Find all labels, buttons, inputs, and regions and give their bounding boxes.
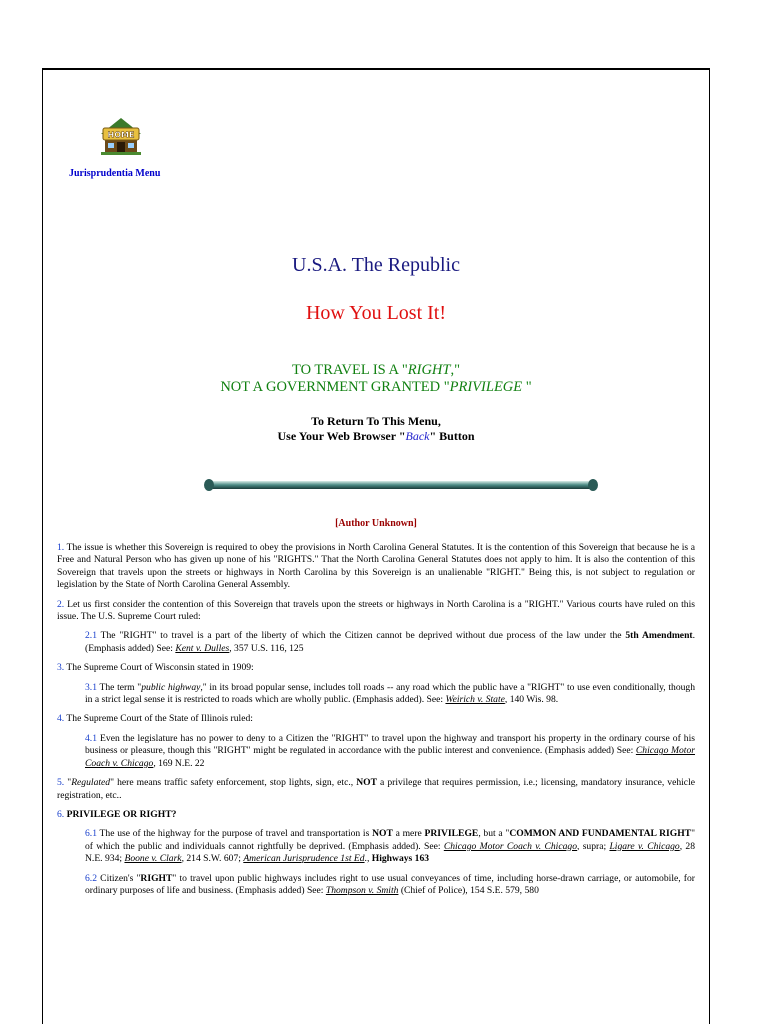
home-icon[interactable] bbox=[99, 114, 143, 158]
divider-bar bbox=[203, 478, 599, 492]
case-citation: Chicago Motor Coach v. Chicago bbox=[443, 840, 577, 852]
paragraph-6-1: 6.1 The use of the highway for the purpose of travel and transportation is NOT a mere PRIVILEGE, but a "COMMON AND FUNDAMENTAL RIGHT" of which the public and individuals cannot rightfully be deprived. (Emphasis added). See: Chicago Motor Coach v. Chicago, supra; Ligare v. Chicago, 28 N.E. 934; Boone v. Clark, 214 S.W. 607; American Jurisprudence 1st Ed., Highways 163 bbox=[85, 828, 696, 865]
paragraph-6-2: 6.2 Citizen's "RIGHT" to travel upon public highways includes right to use usual conveyances of time, including horse-drawn carriage, or automobile, for ordinary purposes of life and business. (Emphasis added) See: Thompson v. Smith (Chief of Police), 154 S.E. 579, 580 bbox=[85, 872, 695, 896]
return-line-2: Use Your Web Browser "Back" Button bbox=[277, 429, 475, 443]
back-link[interactable]: Back bbox=[405, 429, 430, 443]
paragraph-1: 1. The issue is whether this Sovereign is required to obey the provisions in North Carolina General Statutes. It is the contention of this Sovereign that because he is a Free and Natural Person who has given up none of his "RIGHTS." That the North Carolina General Statutes does not apply to him. It is also the contention of this Sovereign that travels upon the streets or highways in North Carolina by this Sovereign is an unalienable "RIGHT." Being this, is not subject to regulation or legislation by the State of North Carolina General Assembly. bbox=[57, 542, 695, 591]
paragraph-4: 4. The Supreme Court of the State of Illinois ruled: bbox=[57, 713, 253, 725]
travel-line-1: TO TRAVEL IS A "RIGHT," bbox=[291, 362, 461, 378]
paragraph-2: 2. Let us first consider the contention of this Sovereign that travels upon the streets or highways in North Carolina is a "RIGHT." Various courts have ruled on this issue. The U.S. Supreme Court ruled: bbox=[57, 598, 695, 623]
page-frame bbox=[42, 68, 710, 1024]
paragraph-3: 3. The Supreme Court of Wisconsin stated in 1909: bbox=[57, 662, 254, 674]
article-body bbox=[57, 542, 695, 904]
travel-heading bbox=[57, 362, 695, 396]
author-line: [Author Unknown] bbox=[335, 518, 417, 529]
paragraph-6: 6. PRIVILEGE OR RIGHT? bbox=[57, 808, 177, 820]
paragraph-4-1: 4.1 Even the legislature has no power to deny to a Citizen the "RIGHT" to travel upon the highway and transport his property in the ordinary course of his business or pleasure, though this "RIGHT" might be regulated in accordance with the public interest and convenience. (Emphasis added) See: Chicago Motor Coach v. Chicago, 169 N.E. 22 bbox=[85, 732, 695, 769]
case-citation: American Jurisprudence 1st Ed bbox=[243, 853, 365, 865]
case-citation: Thompson v. Smith bbox=[325, 884, 399, 896]
travel-line-2: NOT A GOVERNMENT GRANTED "PRIVILEGE " bbox=[220, 379, 532, 395]
paragraph-3-1: 3.1 The term "public highway," in its broad popular sense, includes toll roads -- any road which the public have a "RIGHT" to use even conditionally, though in a strict legal sense it is restricted to roads which are wholly public. (Emphasis added). See: Weirich v. State, 140 Wis. 98. bbox=[85, 681, 696, 706]
return-instructions bbox=[57, 414, 695, 444]
paragraph-5: 5. "Regulated" here means traffic safety enforcement, stop lights, sign, etc., NOT a privilege that requires permission, i.e.; licensing, mandatory insurance, vehicle registration, etc.. bbox=[57, 777, 695, 801]
jurisprudentia-menu-link[interactable]: Jurisprudentia Menu bbox=[69, 168, 161, 179]
page-title: U.S.A. The Republic bbox=[292, 254, 460, 276]
case-citation: Kent v. Dulles bbox=[175, 642, 230, 654]
case-citation: Weirich v. State bbox=[445, 694, 505, 706]
home-icon-text: HOME bbox=[107, 130, 135, 140]
paragraph-2-1: 2.1 The "RIGHT" to travel is a part of the liberty of which the Citizen cannot be deprived without due process of the law under the 5th Amendment. (Emphasis added) See: Kent v. Dulles, 357 U.S. 116, 125 bbox=[85, 630, 696, 654]
case-citation: Ligare v. Chicago bbox=[609, 840, 680, 852]
case-citation: Boone v. Clark bbox=[124, 853, 182, 865]
page-subtitle: How You Lost It! bbox=[305, 302, 447, 324]
return-line-1: To Return To This Menu, bbox=[311, 414, 441, 428]
case-citation: Chicago Motor Coach v. Chicago bbox=[85, 745, 695, 769]
